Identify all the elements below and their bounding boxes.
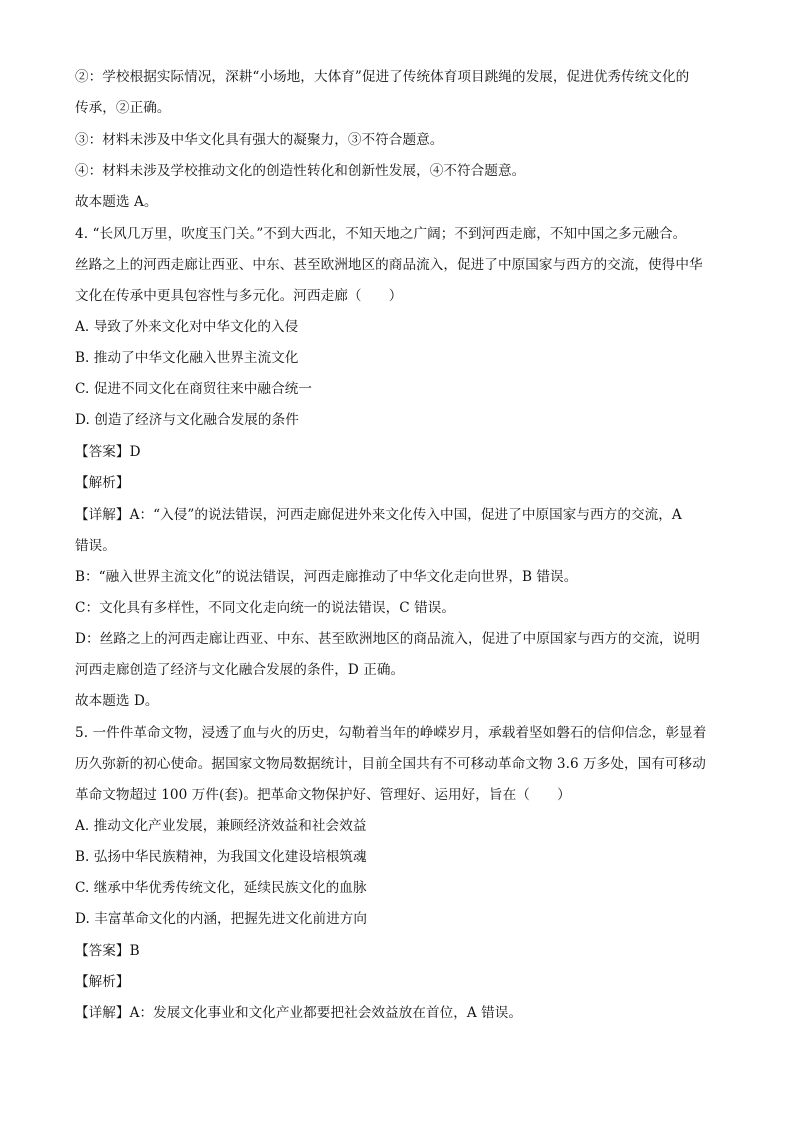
text-line: 河西走廊创造了经济与文化融合发展的条件，D 正确。 xyxy=(75,662,405,678)
answer-label: 【答案】B xyxy=(75,943,140,959)
text-line: 错误。 xyxy=(75,538,116,554)
text-line: C：文化具有多样性，不同文化走向统一的说法错误，C 错误。 xyxy=(75,600,456,616)
question-4-stem: 4. “长风几万里，吹度玉门关。”不到大西北，不知天地之广阔；不到河西走廊，不知中国之多元融合。 xyxy=(75,226,687,242)
text-line: 传承，②正确。 xyxy=(75,100,171,116)
text-line: B：“融入世界主流文化”的说法错误，河西走廊推动了中华文化走向世界，B 错误。 xyxy=(75,569,578,585)
text-line: ③：材料未涉及中华文化具有强大的凝聚力，③不符合题意。 xyxy=(75,132,444,148)
option-b: B. 推动了中华文化融入世界主流文化 xyxy=(75,350,299,366)
text-line: ②：学校根据实际情况，深耕“小场地，大体育”促进了传统体育项目跳绳的发展，促进优秀传统文化的 xyxy=(75,69,690,85)
text-line: 文化在传承中更具包容性与多元化。河西走廊（ ） xyxy=(75,288,403,304)
answer-label: 【答案】D xyxy=(75,444,141,460)
text-line: 故本题选 A。 xyxy=(75,194,158,210)
option-d: D. 创造了经济与文化融合发展的条件 xyxy=(75,412,299,428)
option-c: C. 促进不同文化在商贸往来中融合统一 xyxy=(75,381,313,397)
option-c: C. 继承中华优秀传统文化，延续民族文化的血脉 xyxy=(75,880,367,896)
text-line: 丝路之上的河西走廊让西亚、中东、甚至欧洲地区的商品流入，促进了中原国家与西方的交流，使得中华 xyxy=(75,257,703,273)
analysis-label: 【解析】 xyxy=(75,974,130,990)
detail-text: 【详解】A：“入侵”的说法错误，河西走廊促进外来文化传入中国，促进了中原国家与西方的交流，A xyxy=(75,507,682,523)
question-5-stem: 5. 一件件革命文物，浸透了血与火的历史，勾勒着当年的峥嵘岁月，承载着坚如磐石的信仰信念，彰显着 xyxy=(75,725,707,741)
text-line: 历久弥新的初心使命。据国家文物局数据统计，目前全国共有不可移动革命文物 3.6 万多处，国有可移动 xyxy=(75,756,706,772)
text-line: D：丝路之上的河西走廊让西亚、中东、甚至欧洲地区的商品流入，促进了中原国家与西方的交流，说明 xyxy=(75,631,700,647)
option-b: B. 弘扬中华民族精神，为我国文化建设培根筑魂 xyxy=(75,849,367,865)
option-d: D. 丰富革命文化的内涵，把握先进文化前进方向 xyxy=(75,911,368,927)
text-line: ④：材料未涉及学校推动文化的创造性转化和创新性发展，④不符合题意。 xyxy=(75,163,526,179)
option-a: A. 导致了外来文化对中华文化的入侵 xyxy=(75,319,299,335)
analysis-label: 【解析】 xyxy=(75,475,130,491)
option-a: A. 推动文化产业发展，兼顾经济效益和社会效益 xyxy=(75,818,367,834)
text-line: 故本题选 D。 xyxy=(75,693,159,709)
text-line: 革命文物超过 100 万件(套)。把革命文物保护好、管理好、运用好，旨在（ ） xyxy=(75,787,571,803)
detail-text: 【详解】A：发展文化事业和文化产业都要把社会效益放在首位，A 错误。 xyxy=(75,1005,523,1021)
